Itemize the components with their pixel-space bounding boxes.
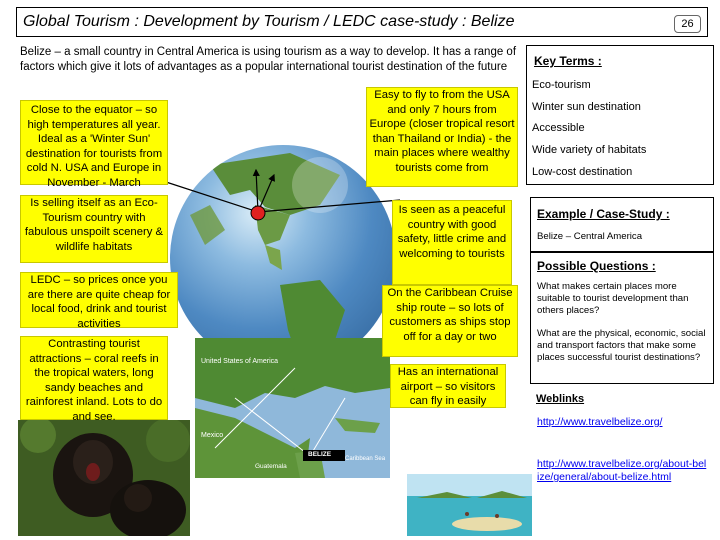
- weblink-home[interactable]: http://www.travelbelize.org/: [537, 416, 663, 428]
- map-label-usa: United States of America: [201, 358, 279, 365]
- key-term-item: Low-cost destination: [532, 166, 633, 178]
- slide-number: 26: [674, 15, 701, 33]
- note-safety: Is seen as a peaceful country with good safety, little crime and welcoming to tourists: [392, 200, 512, 285]
- key-term-item: Winter sun destination: [532, 101, 641, 113]
- case-study-text: Belize – Central America: [537, 231, 643, 242]
- note-ecotourism: Is selling itself as an Eco-Tourism country with fabulous unspoilt scenery & wildlife habitats: [20, 195, 168, 263]
- key-terms-heading: Key Terms :: [534, 54, 602, 68]
- note-cruise: On the Caribbean Cruise ship route – so lots of customers as ships stop off for a day or two: [382, 285, 518, 357]
- key-term-item: Wide variety of habitats: [532, 144, 647, 156]
- case-study-heading: Example / Case-Study :: [537, 207, 670, 221]
- map-label-caribbean: Caribbean Sea: [345, 456, 386, 462]
- note-climate: Close to the equator – so high temperatures all year. Ideal as a 'Winter Sun' destination for tourists from cold N. USA and Europe in November - March: [20, 100, 168, 185]
- weblink-about[interactable]: http://www.travelbelize.org/about-belize/general/about-belize.html: [537, 458, 707, 483]
- weblinks-heading: Weblinks: [536, 393, 585, 405]
- question-item: What makes certain places more suitable to tourist development than others places?: [537, 281, 689, 316]
- note-prices: LEDC – so prices once you are there are quite cheap for local food, drink and tourist activities: [20, 272, 178, 328]
- key-terms-box: [526, 45, 714, 185]
- map-label-guatemala: Guatemala: [255, 463, 287, 470]
- arrow-to-left: [166, 182, 258, 212]
- questions-heading: Possible Questions :: [537, 259, 656, 273]
- intro-text: Belize – a small country in Central America is using tourism as a way to develop. It has a range of factors which give it lots of advantages as a popular international tourist destination of the future: [20, 46, 517, 73]
- note-airport: Has an international airport – so visitors can fly in easily: [390, 364, 506, 408]
- note-flights: Easy to fly to from the USA and only 7 hours from Europe (closer tropical resort than Thailand or India) - the main places where wealthy tourists come from: [366, 87, 518, 187]
- belize-marker-icon: [251, 206, 265, 220]
- question-item: What are the physical, economic, social and transport factors that make some places successful tourist destinations?: [537, 328, 706, 363]
- key-term-item: Accessible: [532, 122, 585, 134]
- arrow-to-right: [258, 200, 400, 212]
- map-label-mexico: Mexico: [201, 432, 224, 439]
- possible-questions-box: [530, 252, 714, 384]
- case-study-box: [530, 197, 714, 252]
- note-attractions: Contrasting tourist attractions – coral reefs in the tropical waters, long sandy beaches and rainforest inland. Lots to do and see.: [20, 336, 168, 420]
- map-label-belize: BELIZE: [308, 451, 332, 458]
- page-title: Global Tourism : Development by Tourism / LEDC case-study : Belize: [23, 13, 515, 30]
- key-term-item: Eco-tourism: [532, 79, 591, 91]
